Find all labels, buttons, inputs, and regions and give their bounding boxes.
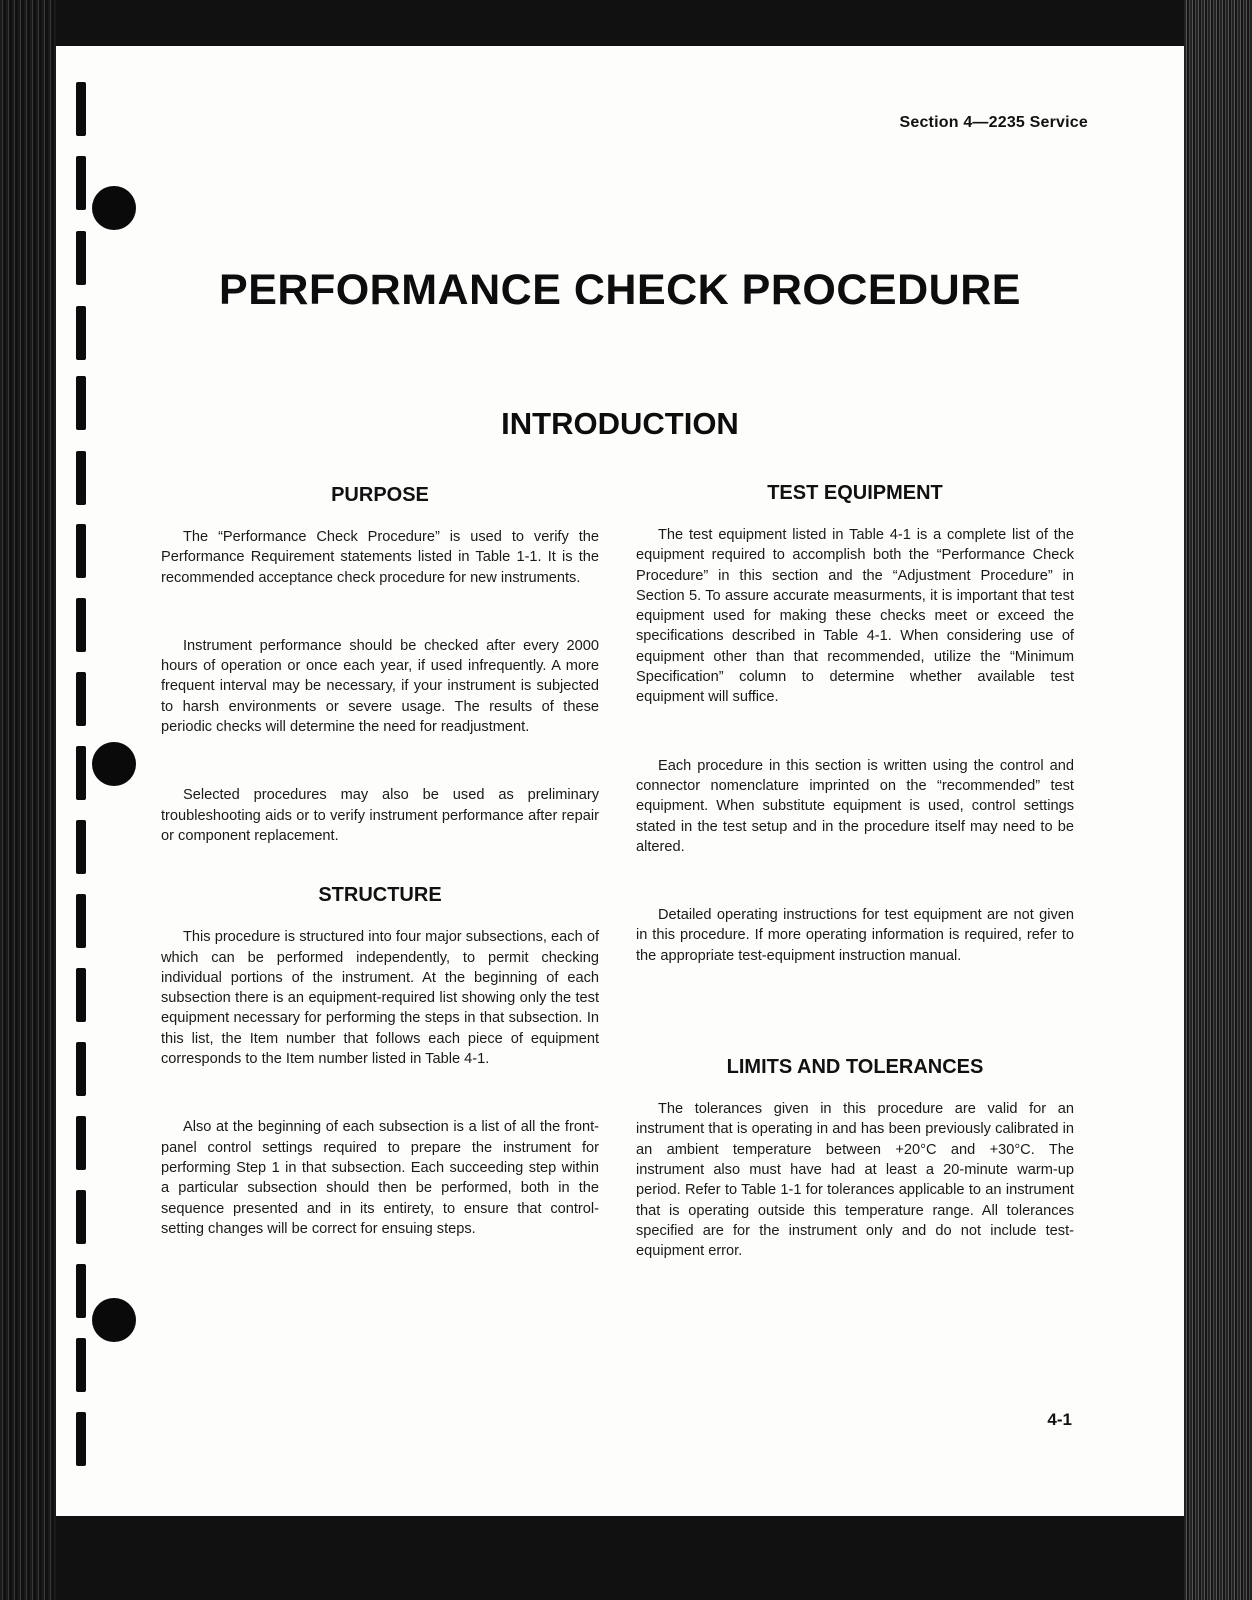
structure-paragraph: Also at the beginning of each subsection is a list of all the front-panel control settings required to prepare the instrument for performing Step 1 in that subsection. Each succeeding step within a particular subsection should then be performed, both in the sequence presented and in its entirety, to ensure that control-setting changes will be correct for ensuing steps. bbox=[161, 1119, 599, 1237]
introduction-heading: INTRODUCTION bbox=[501, 406, 739, 441]
punch-hole bbox=[92, 1298, 136, 1342]
binding-slot bbox=[76, 598, 86, 652]
punch-hole bbox=[92, 742, 136, 786]
scan-edge-right bbox=[1184, 0, 1252, 1600]
binding-slot bbox=[76, 1412, 86, 1466]
page-title: PERFORMANCE CHECK PROCEDURE bbox=[219, 266, 1021, 314]
binding-slot bbox=[76, 1338, 86, 1392]
scan-edge-left bbox=[0, 0, 56, 1600]
right-column bbox=[636, 482, 1074, 1261]
structure-paragraph: This procedure is structured into four major subsections, each of which can be performed independently, to permit checking individual portions of the instrument. At the beginning of each subsection there is an equipment-required list showing only the test equipment necessary for performing the steps in that subsection. In this list, the Item number that follows each piece of equipment corresponds to the Item number listed in Table 4-1. bbox=[161, 929, 599, 1068]
binding-slot bbox=[76, 894, 86, 948]
binding-slot bbox=[76, 672, 86, 726]
purpose-paragraph: Instrument performance should be checked after every 2000 hours of operation or once each year, if used infrequently. A more frequent interval may be necessary, if your instrument is subjected to harsh environments or severe usage. The results of these periodic checks will determine the need for readjustment. bbox=[161, 637, 599, 736]
limits-heading: LIMITS AND TOLERANCES bbox=[726, 1056, 984, 1079]
binding-slot bbox=[76, 746, 86, 800]
limits-paragraph: The tolerances given in this procedure are valid for an instrument that is operating in and has been previously calibrated in an ambient temperature between +20°C and +30°C. The instrument also must have had at least a 20-minute warm-up period. Refer to Table 1-1 for tolerances applicable to an instrument that is operating outside this temperature range. All tolerances specified are for the instrument only and do not include test-equipment error. bbox=[636, 1101, 1074, 1260]
page-number: 4-1 bbox=[1047, 1410, 1072, 1429]
binding-slot bbox=[76, 968, 86, 1022]
test-equipment-paragraph: The test equipment listed in Table 4-1 is a complete list of the equipment required to accomplish both the “Performance Check Procedure” in this section and the “Adjustment Procedure” in Section 5. To assure accurate measurments, it is important that test equipment used for making these checks meet or exceed the specifications described in Table 4-1. When considering use of equipment other than that recommended, utilize the “Minimum Specification” column to determine whether available test equipment will suffice. bbox=[636, 527, 1074, 706]
binding-slot bbox=[76, 1190, 86, 1244]
binding-slot bbox=[76, 820, 86, 874]
section-header: Section 4—2235 Service bbox=[899, 114, 1088, 131]
binding-slot bbox=[76, 1116, 86, 1170]
binding-slot bbox=[76, 524, 86, 578]
binding-slot bbox=[76, 1264, 86, 1318]
punch-hole bbox=[92, 186, 136, 230]
binding-slot bbox=[76, 156, 86, 210]
purpose-paragraph: The “Performance Check Procedure” is used to verify the Performance Requirement statements listed in Table 1-1. It is the recommended acceptance check procedure for new instruments. bbox=[161, 529, 599, 586]
binding-slot bbox=[76, 82, 86, 136]
binding-slot bbox=[76, 451, 86, 505]
left-column bbox=[161, 484, 599, 1239]
purpose-heading: PURPOSE bbox=[331, 484, 429, 506]
binding-slot bbox=[76, 1042, 86, 1096]
purpose-paragraph: Selected procedures may also be used as preliminary troubleshooting aids or to verify instrument performance after repair or component replacement. bbox=[161, 787, 599, 844]
test-equipment-paragraph: Each procedure in this section is written using the control and connector nomenclature imprinted on the “recommended” test equipment. When substitute equipment is used, control settings stated in the test setup and in the procedure itself may need to be altered. bbox=[636, 757, 1074, 855]
structure-heading: STRUCTURE bbox=[318, 884, 442, 907]
test-equipment-heading: TEST EQUIPMENT bbox=[767, 482, 943, 504]
document-page bbox=[56, 46, 1184, 1516]
test-equipment-paragraph: Detailed operating instructions for test equipment are not given in this procedure. If more operating information is required, refer to the appropriate test-equipment instruction manual. bbox=[636, 907, 1074, 964]
